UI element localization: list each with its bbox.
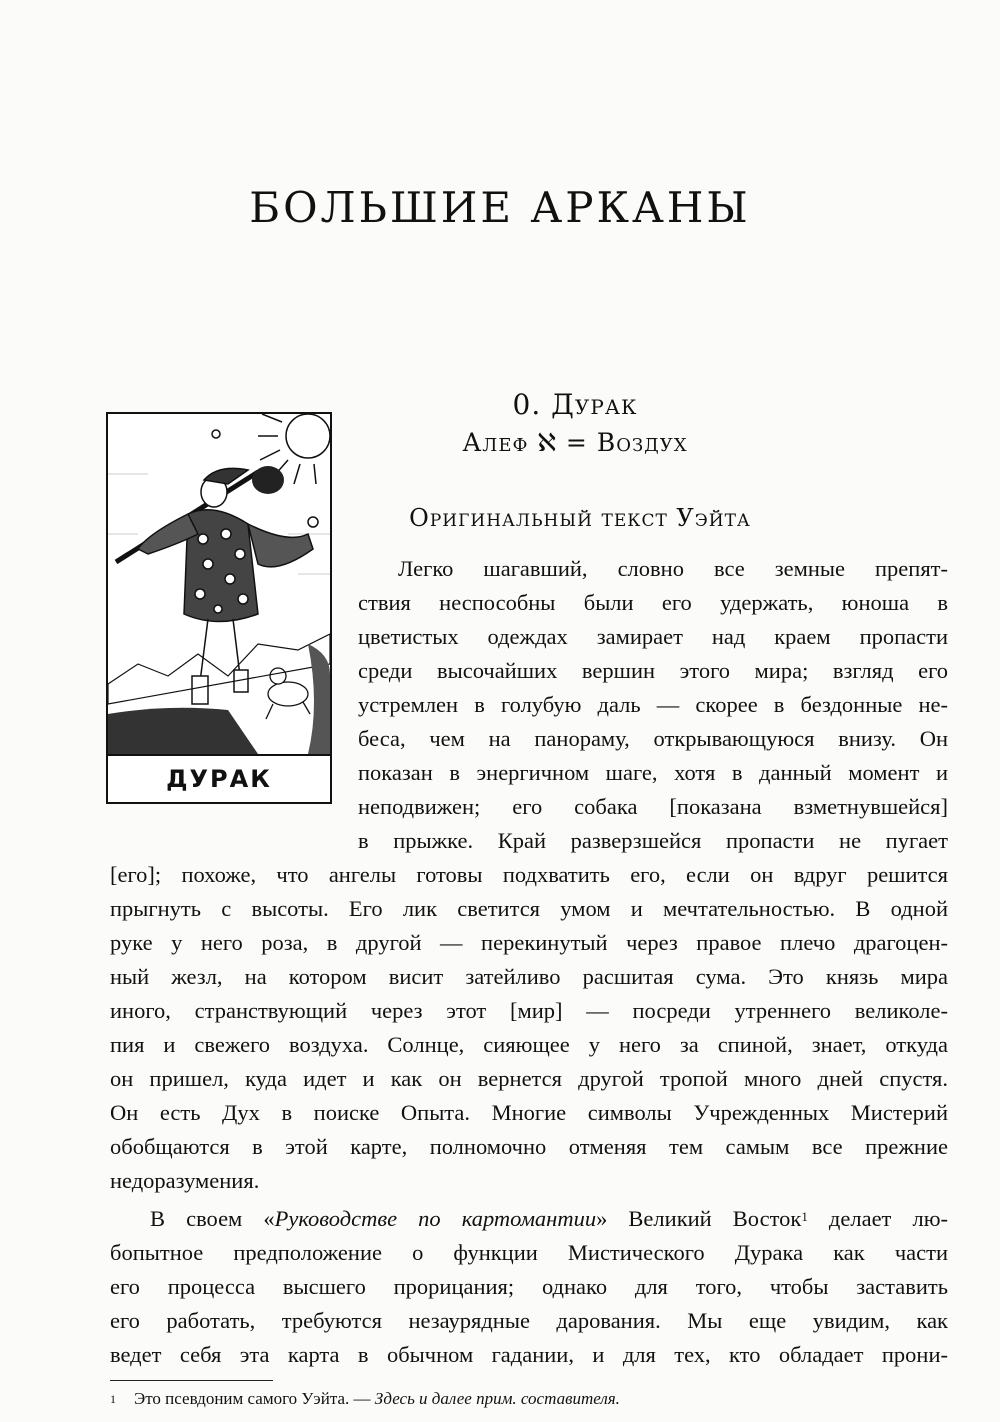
text-line: обобщаются в этой карте, полномочно отменяя тем самым все прежние [110, 1134, 948, 1159]
text-line: его работать, требуются незаурядные дарования. Мы еще увидим, как [110, 1308, 948, 1333]
book-title: Руководстве по картомантии [274, 1206, 597, 1231]
text-line: среди высочайших вершин этого мира; взгляд его [358, 658, 948, 683]
text-line: показан в энергичном шаге, хотя в данный момент и [358, 760, 948, 785]
footnote-ref: 1 [801, 1209, 808, 1224]
text-line: Легко шагавший, словно все земные препят- [398, 556, 948, 581]
fool-figure [138, 468, 318, 704]
text-line: [его]; похоже, что ангелы готовы подхватить его, если он вдруг решится [110, 862, 948, 887]
section-heading: Оригинальный текст Уэйта [409, 504, 751, 532]
text-line: устремлен в голубую даль — скорее в бездонные не- [358, 692, 948, 717]
text-line: он пришел, куда идет и как он вернется другой тропой много дней спустя. [110, 1066, 948, 1091]
card-heading: 0. Дурак [512, 388, 638, 421]
text-line: беса, чем на панораму, открывающуюся внизу. Он [358, 726, 948, 751]
bag [252, 466, 284, 494]
text-line: его процесса высшего прорицания; однако для того, чтобы заставить [110, 1274, 948, 1299]
text-line: иного, странствующий через этот [мир] — посреди утреннего великоле- [110, 998, 948, 1023]
text-line: недоразумения. [110, 1168, 260, 1193]
chapter-title: БОЛЬШИЕ АРКАНЫ [249, 183, 751, 232]
text-line: ный жезл, на котором висит затейливо расшитая сума. Это князь мира [110, 964, 948, 989]
footnote: $^1$ Это псевдоним самого Уэйта. — Здесь и далее прим. составителя. [110, 1389, 620, 1408]
small-circle [212, 430, 220, 438]
cliff [108, 708, 258, 754]
footnote-rule [110, 1380, 273, 1381]
text-line: цветистых одеждах замирает над краем пропасти [358, 624, 948, 649]
text-line: в прыжке. Край разверзшейся пропасти не пугает [358, 828, 948, 853]
text-line: В своем «Руководстве по картомантии» Великий Восток$^1$ делает лю- [150, 1206, 948, 1231]
correspondence-heading: Алеф ℵ = Воздух [462, 428, 688, 457]
fool-card-drawing [108, 414, 330, 754]
text-line: ведет себя эта карта в обычном гадании, и для тех, кто обладает прони- [110, 1342, 948, 1367]
text-line: ствия неспособны были его удержать, юноша в [358, 590, 948, 615]
text-line: Он есть Дух в поиске Опыта. Многие символы Учрежденных Мистерий [110, 1100, 948, 1125]
fool-tarot-card-illustration [106, 412, 332, 804]
text-line: неподвижен; его собака [показана взметнувшейся] [358, 794, 948, 819]
text-line: бопытное предположение о функции Мистического Дурака как части [110, 1240, 948, 1265]
text-line: прыгнуть с высоты. Его лик светится умом и мечтательностью. В одной [110, 896, 948, 921]
text-line: пия и свежего воздуха. Солнце, сияющее у него за спиной, знает, откуда [110, 1032, 948, 1057]
card-caption: ДУРАК [108, 754, 330, 802]
dog [266, 668, 310, 719]
text-line: руке у него роза, в другой — перекинутый через правое плечо драгоцен- [110, 930, 948, 955]
